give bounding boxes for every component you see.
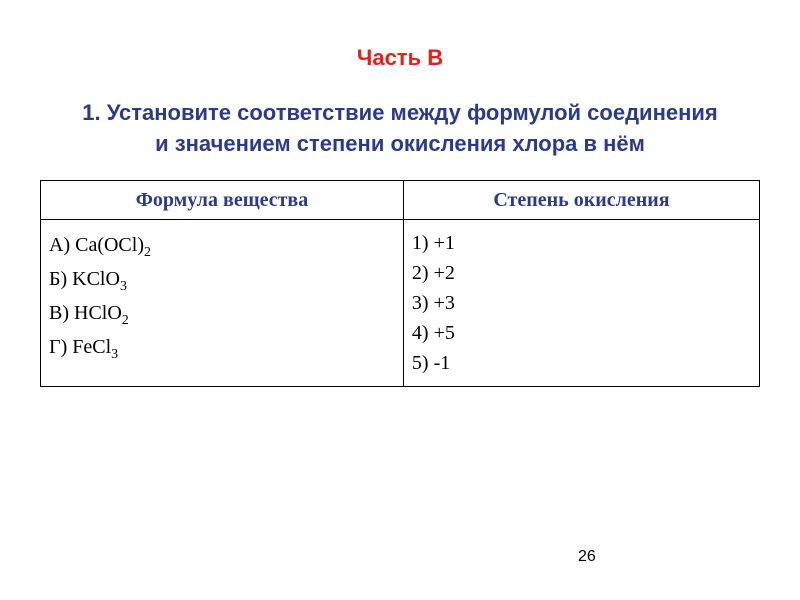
formula-item (49, 228, 397, 262)
task-line-1: 1. Установите соответствие между формулой соединения (82, 100, 718, 125)
table-row (41, 220, 760, 387)
formula-subscript: 3 (119, 279, 127, 294)
part-title: Часть В (356, 45, 444, 70)
task-line-2: и значением степени окисления хлора в нём (155, 131, 645, 156)
header-formula: Формула вещества (41, 181, 404, 220)
formula-subscript: 2 (143, 245, 151, 260)
task-text (20, 97, 780, 159)
formula-text: Г) FeCl (49, 336, 112, 358)
formula-text: А) Ca(OCl) (49, 234, 144, 256)
oxidation-state-item: 2) +2 (411, 262, 455, 284)
formula-subscript: 3 (111, 347, 119, 362)
oxidation-states-cell (403, 220, 759, 387)
table-header-row (41, 181, 760, 220)
formula-item (49, 296, 397, 330)
oxidation-state-item: 3) +3 (411, 292, 455, 314)
header-oxidation-state: Степень окисления (403, 181, 759, 220)
formulas-cell (41, 220, 404, 387)
page-number: 26 (578, 548, 596, 565)
formula-text: В) HClO (49, 302, 122, 324)
formula-text: Б) KClO (49, 268, 120, 290)
oxidation-state-item: 5) -1 (411, 352, 451, 374)
matching-table (40, 180, 760, 387)
formula-subscript: 2 (121, 313, 129, 328)
oxidation-state-item: 4) +5 (411, 322, 455, 344)
formula-item (49, 330, 397, 364)
oxidation-state-item: 1) +1 (411, 232, 455, 254)
formula-item (49, 262, 397, 296)
